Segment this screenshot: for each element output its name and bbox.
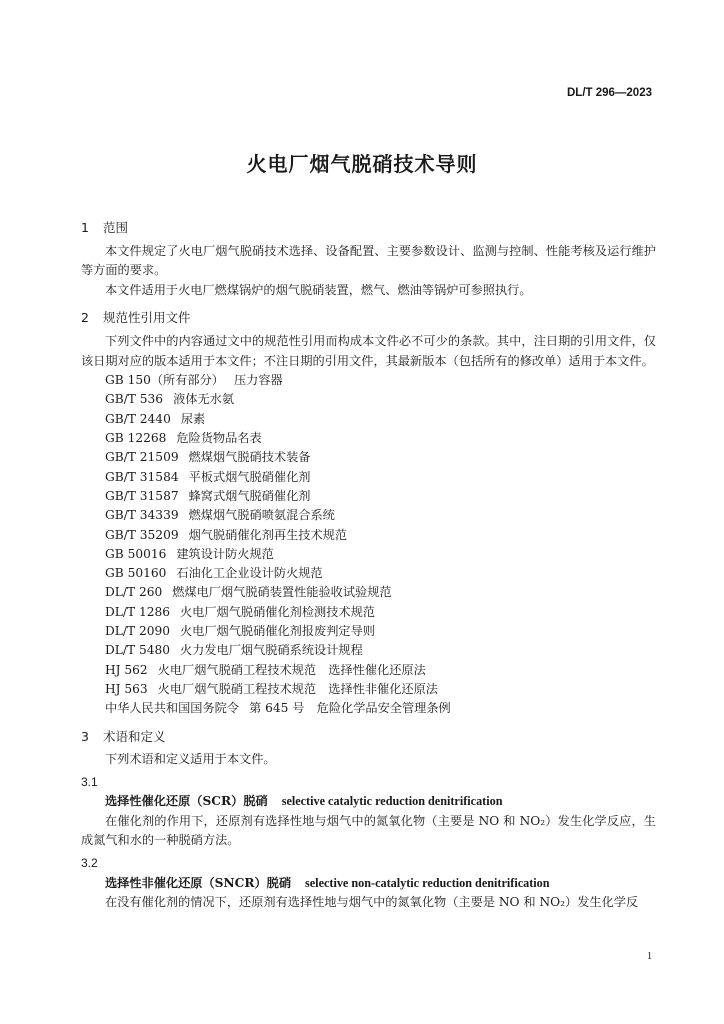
section-title: 术语和定义 xyxy=(103,728,166,744)
term-name xyxy=(105,792,656,812)
reference-item xyxy=(105,506,656,525)
reference-item xyxy=(105,603,656,622)
reference-title: 火电厂烟气脱硝工程技术规范 选择性非催化还原法 xyxy=(157,681,438,696)
standard-code: DL/T 296—2023 xyxy=(566,87,652,99)
reference-title: 蜂窝式烟气脱硝催化剂 xyxy=(188,488,311,503)
reference-title: 火力发电厂烟气脱硝系统设计规程 xyxy=(180,643,363,658)
section-1-heading xyxy=(81,218,656,238)
term-name-zh: 选择性非催化还原（SNCR）脱硝 xyxy=(105,875,292,890)
reference-title: 平板式烟气脱硝催化剂 xyxy=(188,469,311,484)
reference-item xyxy=(105,622,656,641)
scope-paragraph: 本文件规定了火电厂烟气脱硝技术选择、设备配置、主要参数设计、监测与控制、性能考核及运行维护等方面的要求。 xyxy=(81,243,656,278)
reference-title: 尿素 xyxy=(180,411,206,426)
reference-code: GB/T 34339 xyxy=(105,508,179,523)
term-name-zh: 选择性催化还原（SCR）脱硝 xyxy=(105,794,268,809)
term-number: 3.1 xyxy=(81,774,98,789)
document-body xyxy=(81,218,656,913)
reference-code: DL/T 1286 xyxy=(105,604,170,619)
reference-title: 火电厂烟气脱硝工程技术规范 选择性催化还原法 xyxy=(157,662,426,677)
term-name xyxy=(105,874,656,894)
reference-code: HJ 562 xyxy=(105,662,148,677)
reference-code: GB/T 31584 xyxy=(105,469,179,484)
reference-item xyxy=(105,583,656,602)
reference-item xyxy=(105,487,656,506)
reference-title: 火电厂烟气脱硝催化剂检测技术规范 xyxy=(180,604,375,619)
reference-item xyxy=(105,526,656,545)
reference-item xyxy=(105,641,656,660)
reference-code: GB/T 35209 xyxy=(105,527,179,542)
reference-item xyxy=(105,545,656,564)
reference-code: GB 150（所有部分） xyxy=(105,373,224,388)
reference-title: 液体无水氨 xyxy=(173,392,235,407)
section-number: 2 xyxy=(81,310,89,326)
reference-item xyxy=(105,680,656,699)
term-number: 3.2 xyxy=(81,856,98,871)
reference-title: 第 645 号 危险化学品安全管理条例 xyxy=(249,701,451,716)
reference-title: 石油化工企业设计防火规范 xyxy=(176,566,323,581)
reference-code: GB 50016 xyxy=(105,546,167,561)
term-definition: 在没有催化剂的情况下，还原剂有选择性地与烟气中的氮氧化物（主要是 NO 和 NO₂）发生化学反 xyxy=(105,895,639,910)
reference-title: 危险货物品名表 xyxy=(176,431,262,446)
terms-intro: 下列术语和定义适用于本文件。 xyxy=(105,752,276,767)
reference-code: DL/T 260 xyxy=(105,585,163,600)
reference-title: 燃煤烟气脱硝技术装备 xyxy=(188,450,311,465)
reference-list xyxy=(105,371,656,718)
reference-code: DL/T 2090 xyxy=(105,624,170,639)
reference-item xyxy=(105,371,656,390)
section-title: 规范性引用文件 xyxy=(103,310,191,326)
reference-item xyxy=(105,429,656,448)
references-intro: 下列文件中的内容通过文中的规范性引用而构成本文件必不可少的条款。其中，注日期的引用文件，仅该日期对应的版本适用于本文件；不注日期的引用文件，其最新版本（包括所有的修改单）适用于本文件。 xyxy=(81,333,656,368)
reference-code: DL/T 5480 xyxy=(105,643,170,658)
reference-code: 中华人民共和国国务院令 xyxy=(105,701,240,716)
reference-item xyxy=(105,564,656,583)
section-number: 3 xyxy=(81,728,89,744)
reference-title: 烟气脱硝催化剂再生技术规范 xyxy=(188,527,348,542)
reference-item xyxy=(105,410,656,429)
reference-title: 火电厂烟气脱硝催化剂报废判定导则 xyxy=(180,624,375,639)
reference-code: GB/T 31587 xyxy=(105,488,179,503)
reference-code: GB 12268 xyxy=(105,431,167,446)
term-definition: 在催化剂的作用下，还原剂有选择性地与烟气中的氮氧化物（主要是 NO 和 NO₂）发生化学反应，生成氮气和水的一种脱硝方法。 xyxy=(81,813,656,848)
page-number: 1 xyxy=(647,951,652,962)
reference-title: 燃煤烟气脱硝喷氨混合系统 xyxy=(188,508,335,523)
section-2-heading xyxy=(81,308,656,328)
reference-item xyxy=(105,448,656,467)
reference-code: GB 50160 xyxy=(105,566,167,581)
reference-title: 燃煤电厂烟气脱硝装置性能验收试验规范 xyxy=(172,585,392,600)
scope-paragraph: 本文件适用于火电厂燃煤锅炉的烟气脱硝装置，燃气、燃油等锅炉可参照执行。 xyxy=(105,282,532,297)
term-name-en: selective catalytic reduction denitrification xyxy=(281,794,503,809)
section-3-heading xyxy=(81,727,656,747)
reference-title: 压力容器 xyxy=(233,373,283,388)
reference-item xyxy=(105,699,656,718)
document-title: 火电厂烟气脱硝技术导则 xyxy=(246,152,478,176)
reference-code: GB/T 2440 xyxy=(105,411,171,426)
section-title: 范围 xyxy=(103,220,129,235)
reference-code: GB/T 536 xyxy=(105,392,164,407)
term-name-en: selective non-catalytic reduction denitrification xyxy=(305,875,550,890)
reference-item xyxy=(105,390,656,409)
reference-code: HJ 563 xyxy=(105,681,148,696)
reference-item xyxy=(105,468,656,487)
reference-title: 建筑设计防火规范 xyxy=(176,546,274,561)
section-number: 1 xyxy=(81,220,89,235)
reference-code: GB/T 21509 xyxy=(105,450,179,465)
reference-item xyxy=(105,661,656,680)
